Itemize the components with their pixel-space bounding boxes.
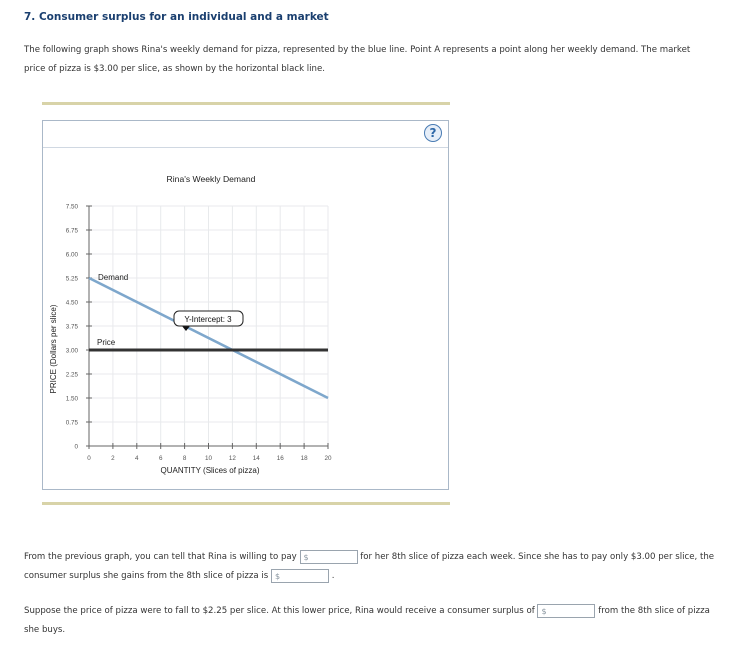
q1-text-1: From the previous graph, you can tell that Rina is willing to pay bbox=[24, 552, 297, 562]
x-tick-label: 14 bbox=[252, 455, 260, 462]
question-2 bbox=[24, 602, 724, 640]
currency-symbol: $ bbox=[541, 606, 547, 616]
x-tick-label: 6 bbox=[158, 455, 163, 462]
x-tick-label: 8 bbox=[182, 455, 187, 462]
consumer-surplus-field[interactable] bbox=[271, 569, 329, 583]
x-tick-label: 20 bbox=[324, 455, 332, 462]
q2-text-1: Suppose the price of pizza were to fall to $2.25 per slice. At this lower price, Rina would receive a consumer surplus of bbox=[24, 606, 535, 616]
x-tick-label: 2 bbox=[111, 455, 115, 462]
x-tick-label: 4 bbox=[135, 455, 139, 462]
y-tick-label: 6.75 bbox=[65, 227, 78, 235]
demand-line-label: Demand bbox=[98, 273, 129, 282]
x-tick-label: 12 bbox=[228, 455, 236, 462]
y-tick-label: 3.75 bbox=[65, 323, 78, 331]
y-tick-label: 0 bbox=[74, 443, 78, 451]
tooltip-text: Y-Intercept: 3 bbox=[184, 315, 232, 324]
y-tick-label: 3.00 bbox=[65, 347, 78, 355]
x-tick-label: 0 bbox=[87, 455, 91, 462]
x-tick-label: 10 bbox=[204, 455, 213, 462]
y-tick-label: 4.50 bbox=[65, 299, 78, 307]
help-icon[interactable]: ? bbox=[424, 124, 442, 142]
chart-title: Rina's Weekly Demand bbox=[166, 174, 256, 184]
question-heading: 7. Consumer surplus for an individual and a market bbox=[24, 11, 329, 23]
y-ticks bbox=[66, 204, 92, 451]
y-tick-label: 6.00 bbox=[65, 251, 78, 259]
y-tick-label: 2.25 bbox=[65, 371, 78, 379]
new-consumer-surplus-field[interactable] bbox=[537, 604, 595, 618]
consumer-surplus-input[interactable] bbox=[283, 570, 325, 582]
y-tick-label: 1.50 bbox=[65, 395, 78, 403]
x-tick-label: 18 bbox=[300, 455, 308, 462]
new-consumer-surplus-input[interactable] bbox=[549, 605, 591, 617]
price-line-label: Price bbox=[97, 338, 116, 347]
divider-bottom bbox=[42, 502, 450, 505]
y-tick-label: 5.25 bbox=[65, 275, 78, 283]
graph-panel[interactable] bbox=[42, 120, 449, 490]
x-axis-label: QUANTITY (Slices of pizza) bbox=[160, 466, 260, 475]
currency-symbol: $ bbox=[303, 552, 309, 562]
x-tick-label: 16 bbox=[276, 455, 284, 462]
willingness-to-pay-input[interactable] bbox=[312, 551, 354, 563]
y-tick-label: 7.50 bbox=[65, 203, 78, 211]
q2-text-2: from the 8th slice of pizza she buys. bbox=[24, 606, 710, 635]
demand-chart[interactable] bbox=[43, 121, 448, 489]
currency-symbol: $ bbox=[275, 571, 281, 581]
q1-text-3: . bbox=[331, 571, 335, 581]
intro-text: The following graph shows Rina's weekly demand for pizza, represented by the blue line. Point A represents a point along her weekly demand. The market price of pizza is $3.00 per slice, as shown by the horizontal black line. bbox=[24, 45, 691, 74]
question-1 bbox=[24, 548, 724, 586]
q1-text-2: for her 8th slice of pizza each week. Since she has to pay only $3.00 per slice, the consumer surplus she gains from the 8th slice of pizza is bbox=[24, 552, 715, 581]
divider-top bbox=[42, 102, 450, 105]
y-tick-label: 0.75 bbox=[65, 419, 78, 427]
willingness-to-pay-field[interactable] bbox=[300, 550, 358, 564]
y-axis-label: PRICE (Dollars per slice) bbox=[49, 304, 58, 394]
